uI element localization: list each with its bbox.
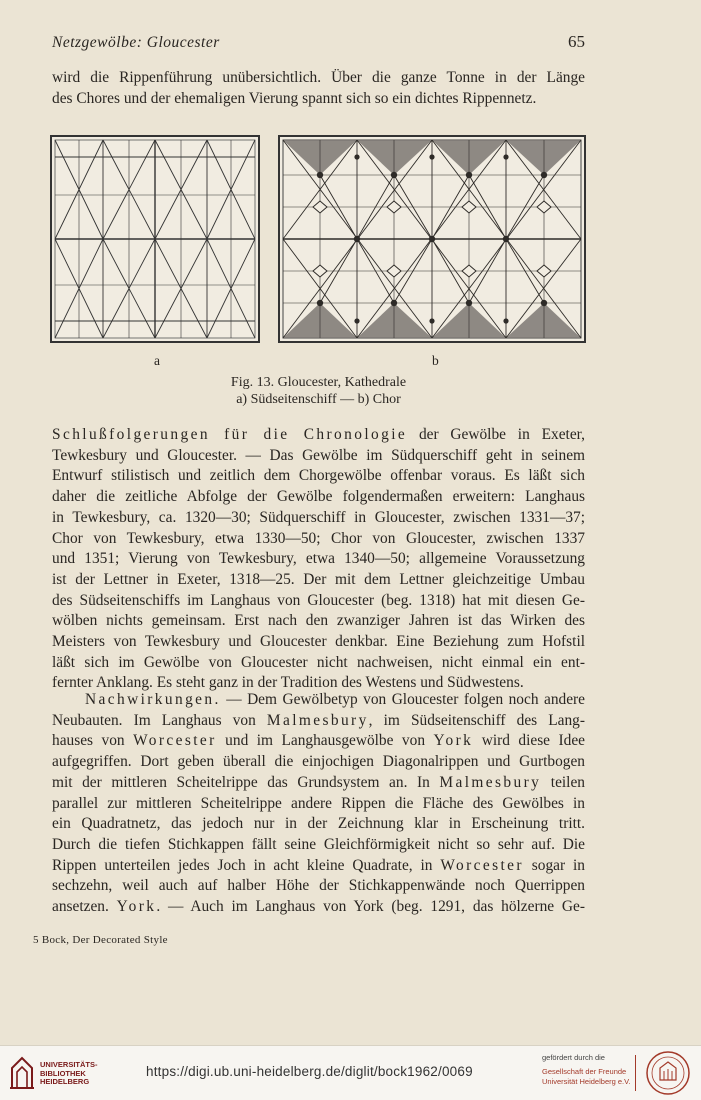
text-line: Chor von Tewkesbury, etwa 1330—50; Chor von Gloucester, zwischen 1337: [52, 529, 585, 547]
university-library-logo-icon[interactable]: [8, 1054, 36, 1092]
text-line: [52, 897, 585, 918]
text-run: und im Langhausgewölbe von: [216, 732, 434, 750]
text-line: wölben nichts gemeinsam. Erst nach den zwanziger Jahren ist das Wirken des: [52, 612, 585, 630]
library-name-line: BIBLIOTHEK: [40, 1068, 86, 1078]
running-title: Netzgewölbe: Gloucester: [52, 34, 220, 51]
text-run: ansetzen.: [52, 898, 117, 916]
text-line: Tewkesbury und Gloucester. — Das Gewölbe im Südquerschiff geht in seinem: [52, 446, 585, 464]
library-name-line: HEIDELBERG: [40, 1077, 90, 1086]
library-name-line: UNIVERSITÄTS-: [40, 1060, 98, 1069]
society-name-line: Universität Heidelberg e.V.: [542, 1076, 631, 1086]
text-line: sechzehn, weil auch auf halber Höhe der Stichkappenwände noch Querrippen: [52, 877, 585, 895]
viewer-footer: [0, 1045, 701, 1100]
text-line: [52, 690, 585, 711]
vault-drawing-a: [50, 135, 260, 343]
lead-rest: der Gewölbe in Exeter,: [407, 426, 586, 443]
intro-paragraph: [52, 68, 585, 109]
running-head: [52, 34, 585, 54]
place-name: Malmesbury: [266, 711, 369, 729]
place-name: York: [116, 898, 157, 916]
funded-by-label: gefördert durch die: [542, 1053, 605, 1062]
text-line: fernter Anklang. Es steht ganz in der Tradition des Westens und Südwestens.: [52, 674, 524, 692]
text-line: des Südseitenschiffs im Langhaus von Gloucester (beg. 1318) hat mit diesen Ge-: [52, 591, 585, 609]
figure-caption: [52, 374, 585, 408]
spaced-lead: Schlußfolgerungen für die Chronologie: [52, 426, 408, 443]
text-run: . — Auch im Langhaus von York (beg. 1291, das hölzerne Ge-: [156, 898, 585, 916]
caption-title: Fig. 13. Gloucester, Kathedrale: [230, 375, 407, 390]
place-name: York: [433, 732, 474, 750]
text-line: Meisters von Tewkesbury und Gloucester denkbar. Eine Beziehung zum Hofstil: [52, 633, 585, 651]
divider: [635, 1055, 636, 1091]
figure-label-b: b: [432, 353, 439, 368]
text-run: hauses von: [52, 732, 134, 750]
text-line: wird die Rippenführung unübersichtlich. Über die ganze Tonne in der Länge: [52, 69, 585, 86]
text-line: aufgegriffen. Dort geben überall die einjochigen Diagonalrippen und Gurtbogen: [52, 753, 585, 771]
society-name[interactable]: [542, 1067, 631, 1086]
text-line: ein Quadratnetz, das jedoch nur in der Zeichnung klar in Erscheinung tritt.: [52, 815, 585, 833]
text-run: Neubauten. Im Langhaus von: [52, 711, 267, 729]
text-run: Rippen unterteilen jedes Joch in acht kleine Quadrate, in: [52, 856, 441, 874]
page-number: 65: [568, 32, 585, 51]
text-line: parallel zur mittleren Scheitelrippe andere Rippen die Fläche des Gewölbes in: [52, 794, 585, 812]
library-name: [40, 1061, 98, 1087]
place-name: Worcester: [133, 732, 217, 750]
footnote: 5 Bock, Der Decorated Style: [33, 934, 168, 946]
text-run: teilen: [541, 773, 585, 791]
text-line: und 1351; Vierung von Tewkesbury, etwa 1340—50; allgemeine Voraussetzung: [52, 550, 585, 568]
text-line: [52, 731, 585, 752]
lead-rest: — Dem Gewölbetyp von Gloucester folgen noch andere: [220, 691, 585, 708]
text-run: sogar in: [523, 856, 585, 874]
text-line: [52, 856, 585, 877]
permalink-url[interactable]: https://digi.ub.uni-heidelberg.de/diglit/bock1962/0069: [146, 1064, 473, 1079]
spaced-lead: Nachwirkungen.: [85, 691, 221, 708]
text-line: ist der Lettner in Exeter, 1318—25. Der mit dem Lettner gleichzeitige Umbau: [52, 570, 585, 588]
society-name-line: Gesellschaft der Freunde: [542, 1067, 627, 1076]
university-seal-icon: [645, 1050, 691, 1096]
paragraph-chronology: [52, 425, 585, 694]
text-line: [52, 773, 585, 794]
text-line: daher die zeitliche Abfolge der Gewölbe folgendermaßen erweitern: Langhaus: [52, 488, 585, 506]
place-name: Worcester: [440, 856, 524, 874]
text-line: Durch die tiefen Stichkappen fällt seine Gleichförmigkeit nicht so sehr auf. Die: [52, 835, 585, 853]
text-run: wird diese Idee: [473, 732, 585, 750]
text-line: des Chores und der ehemaligen Vierung spannt sich so ein dichtes Rippennetz.: [52, 89, 537, 107]
text-line: Entwurf stilistisch und zeitlich dem Chorgewölbe offenbar voraus. Es läßt sich: [52, 467, 585, 485]
paragraph-influence: [52, 690, 585, 918]
vault-drawing-b: [278, 135, 586, 343]
text-line: [52, 711, 585, 732]
caption-subtitle: a) Südseitenschiff — b) Chor: [236, 392, 401, 407]
figure-13: [50, 135, 587, 368]
text-line: läßt sich im Gewölbe von Gloucester nicht nachweisen, nicht einmal ein ent-: [52, 653, 585, 671]
text-run: mit der mittleren Scheitelrippe das Grundsystem an. In: [52, 773, 440, 791]
place-name: Malmesbury: [439, 773, 542, 791]
text-run: , im Südseitenschiff des Lang-: [368, 711, 585, 729]
figure-label-a: a: [154, 353, 160, 368]
text-line: [52, 425, 585, 446]
text-line: in Tewkesbury, ca. 1320—30; Südquerschiff in Gloucester, zwischen 1331—37;: [52, 508, 585, 526]
